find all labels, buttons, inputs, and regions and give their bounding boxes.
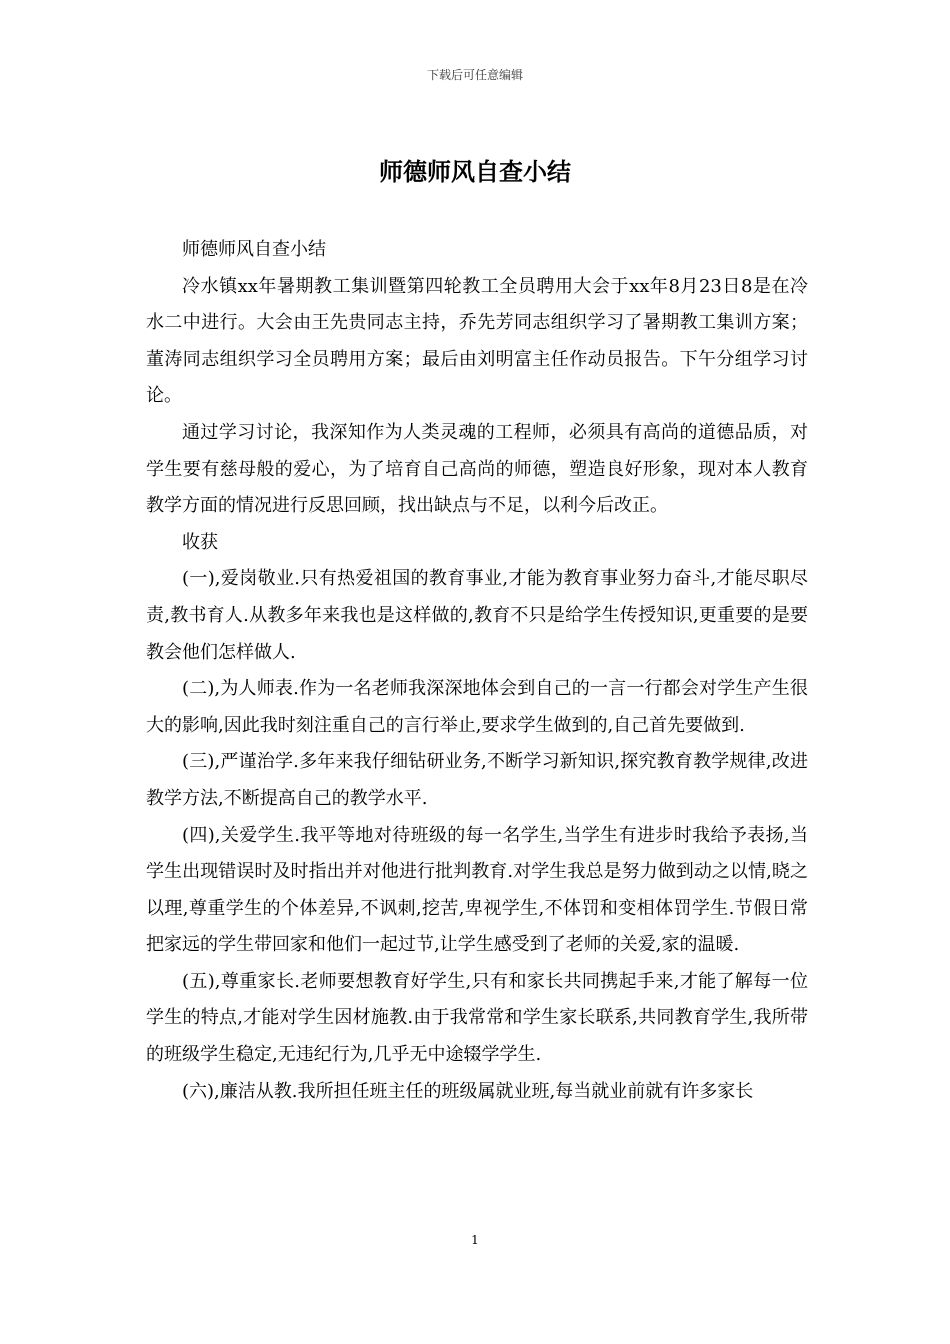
paragraph: (三),严谨治学.多年来我仔细钻研业务,不断学习新知识,探究教育教学规律,改进教学方法,不断提高自己的教学水平.: [146, 751, 808, 809]
paragraph: (一),爱岗敬业.只有热爱祖国的教育事业,才能为教育事业努力奋斗,才能尽职尽责,教书育人.从教多年来我也是这样做的,教育不只是给学生传授知识,更重要的是要教会他们怎样做人.: [146, 568, 808, 663]
paragraph: (五),尊重家长.老师要想教育好学生,只有和家长共同携起手来,才能了解每一位学生的特点,才能对学生因材施教.由于我常常和学生家长联系,共同教育学生,我所带的班级学生稳定,无违纪行为,几乎无中途辍学学生.: [146, 970, 808, 1066]
paragraph: 师德师风自查小结: [182, 239, 326, 260]
paragraph: (二),为人师表.作为一名老师我深深地体会到自己的一言一行都会对学生产生很大的影响,因此我时刻注重自己的言行举止,要求学生做到的,自己首先要做到.: [146, 678, 808, 736]
section-heading: 收获: [182, 531, 218, 553]
paragraph: 通过学习讨论，我深知作为人类灵魂的工程师，必须具有高尚的道德品质，对学生要有慈母般的爱心，为了培育自己高尚的师德，塑造良好形象，现对本人教育教学方面的情况进行反思回顾，找出缺点与不足，以利今后改正。: [146, 421, 808, 517]
paragraph: (六),廉洁从教.我所担任班主任的班级属就业班,每当就业前就有许多家长: [182, 1080, 754, 1102]
document-body: [146, 232, 808, 1110]
paragraph: 冷水镇xx年暑期教工集训暨第四轮教工全员聘用大会于xx年8月23日8是在冷水二中进行。大会由王先贵同志主持，乔先芳同志组织学习了暑期教工集训方案；董涛同志组织学习全员聘用方案；最后由刘明富主任作动员报告。下午分组学习讨论。: [146, 275, 808, 407]
document-title: 师德师风自查小结: [379, 157, 571, 186]
paragraph: (四),关爱学生.我平等地对待班级的每一名学生,当学生有进步时我给予表扬,当学生出现错误时及时指出并对他进行批判教育.对学生我总是努力做到动之以情,晓之以理,尊重学生的个体差异,不讽刺,挖苦,卑视学生,不体罚和变相体罚学生.节假日常把家远的学生带回家和他们一起过节,让学生感受到了老师的关爱,家的温暖.: [146, 824, 808, 956]
page-header: 下载后可任意编辑: [426, 68, 523, 82]
page-number: 1: [471, 1233, 479, 1247]
